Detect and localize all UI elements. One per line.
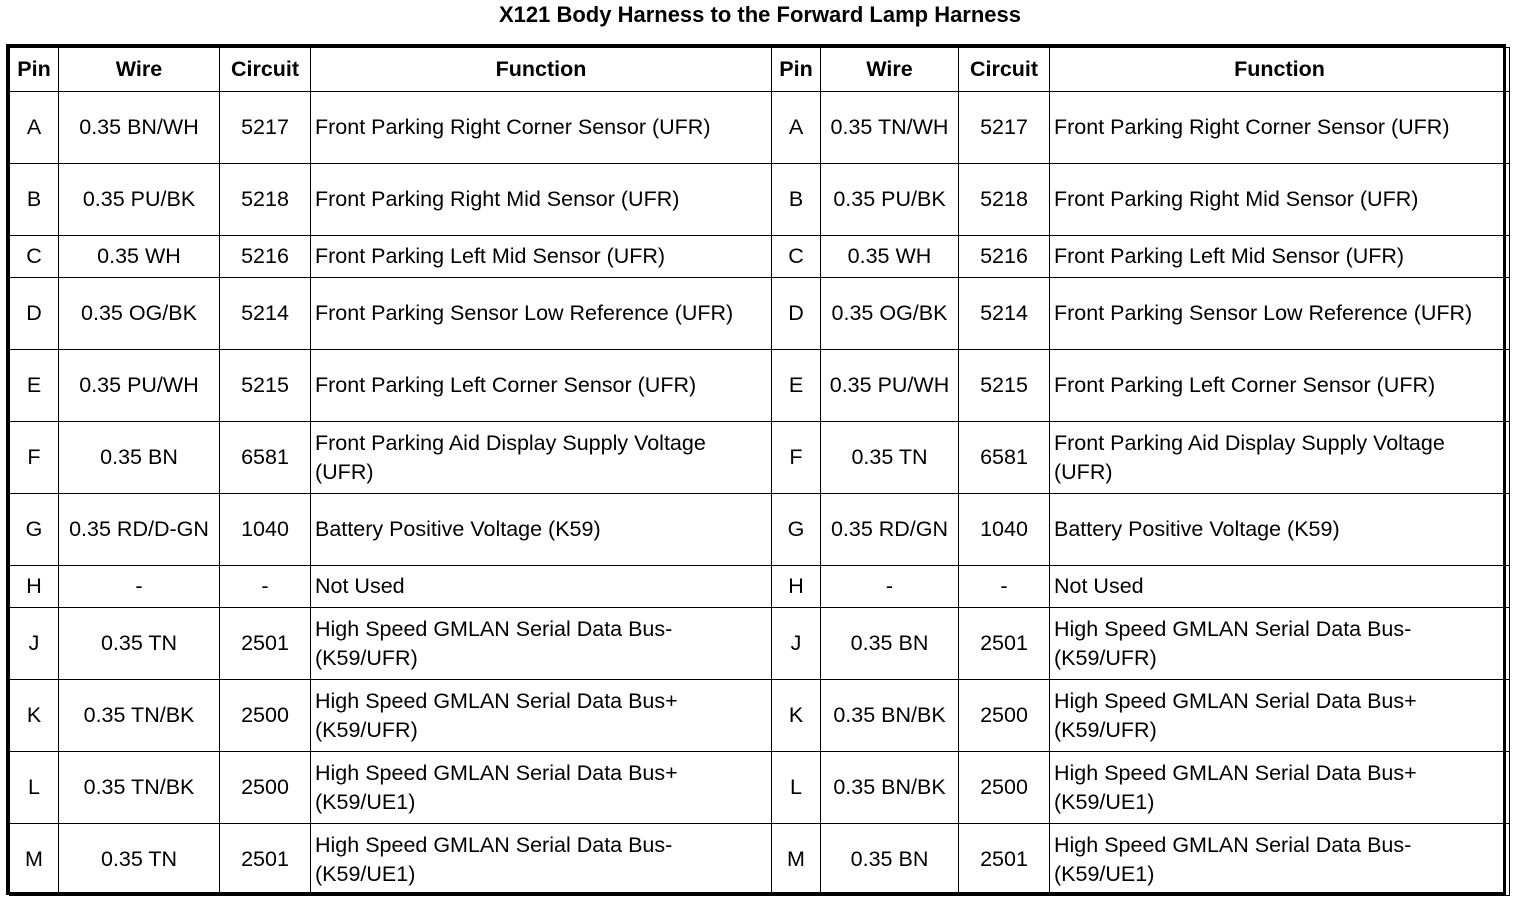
table-row [10, 824, 1510, 896]
pin-cell-right: D [772, 278, 821, 350]
pin-cell-right: K [772, 680, 821, 752]
wire-cell-left: - [59, 566, 220, 608]
function-cell-right: Not Used [1050, 566, 1510, 608]
circuit-cell-right: 6581 [959, 422, 1050, 494]
wire-cell-left: 0.35 BN [59, 422, 220, 494]
function-cell-right: High Speed GMLAN Serial Data Bus- (K59/UFR) [1050, 608, 1510, 680]
pin-cell-left: B [10, 164, 59, 236]
function-cell-left: Front Parking Left Mid Sensor (UFR) [311, 236, 772, 278]
circuit-cell-left: 2501 [220, 824, 311, 896]
circuit-cell-right: 2501 [959, 824, 1050, 896]
pin-cell-left: L [10, 752, 59, 824]
circuit-cell-left: 5218 [220, 164, 311, 236]
circuit-cell-left: 5215 [220, 350, 311, 422]
table-row [10, 680, 1510, 752]
function-cell-right: Front Parking Left Corner Sensor (UFR) [1050, 350, 1510, 422]
table-row [10, 494, 1510, 566]
connector-pinout-table-frame [6, 44, 1506, 895]
circuit-cell-right: 1040 [959, 494, 1050, 566]
wire-cell-right: 0.35 RD/GN [821, 494, 959, 566]
wire-cell-left: 0.35 PU/WH [59, 350, 220, 422]
wire-cell-right: 0.35 BN [821, 608, 959, 680]
circuit-cell-right: 2500 [959, 752, 1050, 824]
header-circuit-left: Circuit [220, 48, 311, 92]
function-cell-left: High Speed GMLAN Serial Data Bus- (K59/UFR) [311, 608, 772, 680]
table-header-row [10, 48, 1510, 92]
circuit-cell-left: 5214 [220, 278, 311, 350]
pin-cell-left: D [10, 278, 59, 350]
circuit-cell-left: 2500 [220, 680, 311, 752]
function-cell-right: Front Parking Left Mid Sensor (UFR) [1050, 236, 1510, 278]
circuit-cell-left: - [220, 566, 311, 608]
pin-cell-right: B [772, 164, 821, 236]
function-cell-left: High Speed GMLAN Serial Data Bus+ (K59/UE1) [311, 752, 772, 824]
wire-cell-right: 0.35 BN/BK [821, 680, 959, 752]
wire-cell-left: 0.35 TN [59, 608, 220, 680]
table-row [10, 566, 1510, 608]
wire-cell-right: 0.35 BN [821, 824, 959, 896]
table-row [10, 350, 1510, 422]
circuit-cell-right: 5218 [959, 164, 1050, 236]
function-cell-right: High Speed GMLAN Serial Data Bus- (K59/UE1) [1050, 824, 1510, 896]
header-pin-left: Pin [10, 48, 59, 92]
wire-cell-right: 0.35 TN [821, 422, 959, 494]
pin-cell-right: J [772, 608, 821, 680]
function-cell-left: Battery Positive Voltage (K59) [311, 494, 772, 566]
connector-pinout-table [9, 47, 1510, 896]
page-title: X121 Body Harness to the Forward Lamp Harness [498, 2, 1022, 27]
table-row [10, 92, 1510, 164]
function-cell-left: High Speed GMLAN Serial Data Bus+ (K59/UFR) [311, 680, 772, 752]
function-cell-left: Front Parking Aid Display Supply Voltage (UFR) [311, 422, 772, 494]
pin-cell-left: G [10, 494, 59, 566]
table-row [10, 164, 1510, 236]
function-cell-left: Front Parking Sensor Low Reference (UFR) [311, 278, 772, 350]
circuit-cell-right: 5217 [959, 92, 1050, 164]
circuit-cell-right: 5214 [959, 278, 1050, 350]
header-function-left: Function [311, 48, 772, 92]
pin-cell-right: L [772, 752, 821, 824]
wire-cell-right: 0.35 PU/BK [821, 164, 959, 236]
function-cell-left: Front Parking Right Mid Sensor (UFR) [311, 164, 772, 236]
pin-cell-right: A [772, 92, 821, 164]
function-cell-right: Front Parking Right Mid Sensor (UFR) [1050, 164, 1510, 236]
function-cell-left: Front Parking Right Corner Sensor (UFR) [311, 92, 772, 164]
circuit-cell-left: 1040 [220, 494, 311, 566]
header-pin-right: Pin [772, 48, 821, 92]
function-cell-right: High Speed GMLAN Serial Data Bus+ (K59/UE1) [1050, 752, 1510, 824]
pin-cell-left: A [10, 92, 59, 164]
pin-cell-left: J [10, 608, 59, 680]
pin-cell-right: F [772, 422, 821, 494]
circuit-cell-right: 5215 [959, 350, 1050, 422]
function-cell-right: Front Parking Right Corner Sensor (UFR) [1050, 92, 1510, 164]
header-function-right: Function [1050, 48, 1510, 92]
header-circuit-right: Circuit [959, 48, 1050, 92]
pin-cell-right: H [772, 566, 821, 608]
function-cell-right: Front Parking Sensor Low Reference (UFR) [1050, 278, 1510, 350]
wire-cell-left: 0.35 TN [59, 824, 220, 896]
wire-cell-right: - [821, 566, 959, 608]
header-wire-left: Wire [59, 48, 220, 92]
wire-cell-left: 0.35 TN/BK [59, 752, 220, 824]
wire-cell-right: 0.35 BN/BK [821, 752, 959, 824]
circuit-cell-right: 2500 [959, 680, 1050, 752]
function-cell-left: Not Used [311, 566, 772, 608]
pin-cell-left: K [10, 680, 59, 752]
pin-cell-left: M [10, 824, 59, 896]
function-cell-right: Front Parking Aid Display Supply Voltage (UFR) [1050, 422, 1510, 494]
pin-cell-left: E [10, 350, 59, 422]
wire-cell-right: 0.35 OG/BK [821, 278, 959, 350]
circuit-cell-left: 6581 [220, 422, 311, 494]
circuit-cell-left: 5216 [220, 236, 311, 278]
function-cell-left: High Speed GMLAN Serial Data Bus- (K59/UE1) [311, 824, 772, 896]
pin-cell-right: M [772, 824, 821, 896]
circuit-cell-left: 2500 [220, 752, 311, 824]
circuit-cell-right: 2501 [959, 608, 1050, 680]
function-cell-right: High Speed GMLAN Serial Data Bus+ (K59/UFR) [1050, 680, 1510, 752]
wire-cell-left: 0.35 TN/BK [59, 680, 220, 752]
wire-cell-right: 0.35 WH [821, 236, 959, 278]
circuit-cell-left: 2501 [220, 608, 311, 680]
pin-cell-left: C [10, 236, 59, 278]
circuit-cell-right: - [959, 566, 1050, 608]
circuit-cell-right: 5216 [959, 236, 1050, 278]
wire-cell-left: 0.35 WH [59, 236, 220, 278]
circuit-cell-left: 5217 [220, 92, 311, 164]
function-cell-left: Front Parking Left Corner Sensor (UFR) [311, 350, 772, 422]
pin-cell-right: C [772, 236, 821, 278]
header-wire-right: Wire [821, 48, 959, 92]
wire-cell-left: 0.35 RD/D-GN [59, 494, 220, 566]
function-cell-right: Battery Positive Voltage (K59) [1050, 494, 1510, 566]
table-row [10, 752, 1510, 824]
wire-cell-right: 0.35 TN/WH [821, 92, 959, 164]
table-row [10, 236, 1510, 278]
table-row [10, 422, 1510, 494]
table-row [10, 608, 1510, 680]
pin-cell-right: G [772, 494, 821, 566]
wire-cell-left: 0.35 OG/BK [59, 278, 220, 350]
pin-cell-right: E [772, 350, 821, 422]
wire-cell-left: 0.35 BN/WH [59, 92, 220, 164]
table-row [10, 278, 1510, 350]
wire-cell-left: 0.35 PU/BK [59, 164, 220, 236]
pin-cell-left: F [10, 422, 59, 494]
pin-cell-left: H [10, 566, 59, 608]
wire-cell-right: 0.35 PU/WH [821, 350, 959, 422]
